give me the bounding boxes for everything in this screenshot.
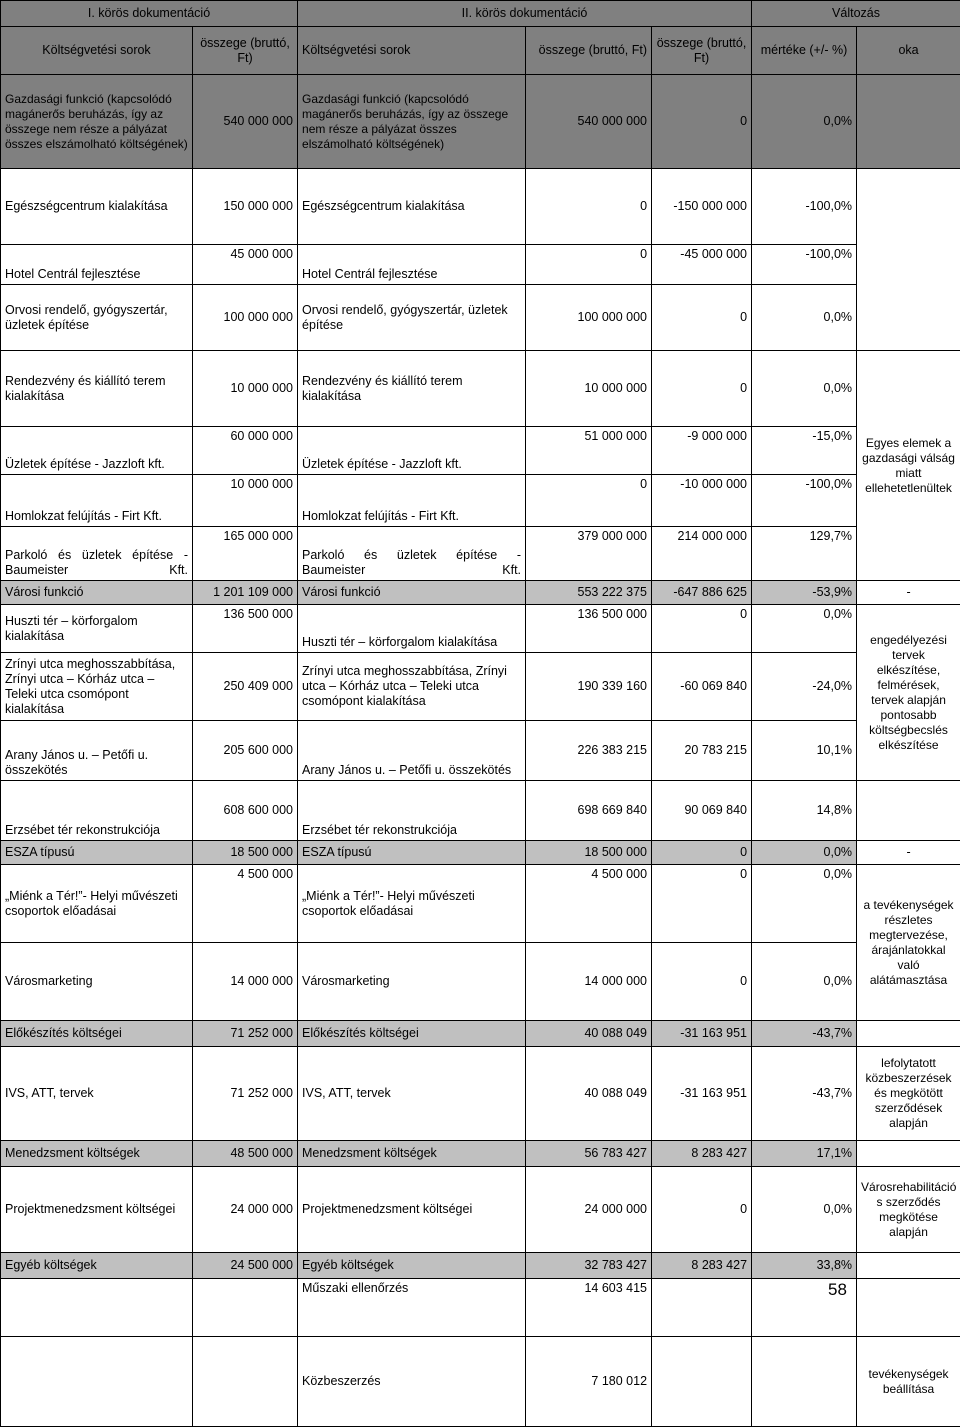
line-name-2: Egyéb költségek: [298, 1253, 526, 1279]
reason: -: [857, 581, 960, 605]
reason: [857, 1253, 960, 1279]
amount-2: 0: [526, 475, 652, 527]
header-round1: I. körös dokumentáció: [1, 1, 298, 27]
reason: [857, 75, 960, 169]
change-amount: 0: [652, 1167, 752, 1253]
amount-2: 0: [526, 169, 652, 245]
change-amount: 0: [652, 943, 752, 1021]
amount-2: 553 222 375: [526, 581, 652, 605]
line-name-2: Előkészítés költségei: [298, 1021, 526, 1047]
change-pct: 33,8%: [752, 1253, 857, 1279]
reason: -: [857, 841, 960, 865]
line-name-2: Parkoló és üzletek építése - Baumeister Kft.: [298, 527, 526, 581]
table-row: [1, 1337, 960, 1427]
col-header-lines-1: Költségvetési sorok: [1, 27, 193, 75]
table-row: [1, 1167, 960, 1253]
line-name-1: Projektmenedzsment költségei: [1, 1167, 193, 1253]
line-name-1: Városmarketing: [1, 943, 193, 1021]
change-pct: 17,1%: [752, 1141, 857, 1167]
amount-1: 165 000 000: [193, 527, 298, 581]
header-change: Változás: [752, 1, 960, 27]
line-name-2: Zrínyi utca meghosszabbítása, Zrínyi utca – Kórház utca – Teleki utca csomópont kialakítása: [298, 653, 526, 721]
line-name-2: Orvosi rendelő, gyógyszertár, üzletek építése: [298, 285, 526, 351]
amount-1: 24 500 000: [193, 1253, 298, 1279]
table-row: [1, 841, 960, 865]
line-name-2: „Miénk a Tér!”- Helyi művészeti csoportok előadásai: [298, 865, 526, 943]
table-row: [1, 1021, 960, 1047]
line-name-1: ESZA típusú: [1, 841, 193, 865]
line-name-1: Arany János u. – Petőfi u. összekötés: [1, 721, 193, 781]
amount-2: 136 500 000: [526, 605, 652, 653]
reason: engedélyezési tervek elkészítése, felmérések, tervek alapján pontosabb költségbecslés elkészítése: [857, 605, 960, 781]
line-name-1: Parkoló és üzletek építése - Baumeister Kft.: [1, 527, 193, 581]
change-pct: -24,0%: [752, 653, 857, 721]
change-amount: -60 069 840: [652, 653, 752, 721]
change-amount: -9 000 000: [652, 427, 752, 475]
table-row: [1, 943, 960, 1021]
col-header-amount-2: összege (bruttó, Ft): [526, 27, 652, 75]
reason: lefolytatott közbeszerzések és megkötött szerződések alapján: [857, 1047, 960, 1141]
reason: tevékenységek beállítása: [857, 1337, 960, 1427]
line-name-2: Gazdasági funkció (kapcsolódó magánerős beruházás, így az összege nem része a pályázat összes elszámolható költségének): [298, 75, 526, 169]
amount-1: 18 500 000: [193, 841, 298, 865]
reason: a tevékenységek részletes megtervezése, árajánlatokkal való alátámasztása: [857, 865, 960, 1021]
amount-2: 51 000 000: [526, 427, 652, 475]
table-row: [1, 527, 960, 581]
line-name-1: [1, 1337, 193, 1427]
change-amount: 8 283 427: [652, 1253, 752, 1279]
line-name-1: Városi funkció: [1, 581, 193, 605]
change-pct: -100,0%: [752, 475, 857, 527]
amount-2: 14 000 000: [526, 943, 652, 1021]
amount-1: 71 252 000: [193, 1021, 298, 1047]
line-name-2: Városmarketing: [298, 943, 526, 1021]
amount-1: 60 000 000: [193, 427, 298, 475]
line-name-1: Egyéb költségek: [1, 1253, 193, 1279]
line-name-1: Egészségcentrum kialakítása: [1, 169, 193, 245]
change-pct: -100,0%: [752, 169, 857, 245]
table-row: [1, 605, 960, 653]
change-amount: 8 283 427: [652, 1141, 752, 1167]
line-name-2: Huszti tér – körforgalom kialakítása: [298, 605, 526, 653]
reason: [857, 1021, 960, 1047]
line-name-2: Egészségcentrum kialakítása: [298, 169, 526, 245]
change-amount: -31 163 951: [652, 1021, 752, 1047]
col-header-lines-2: Költségvetési sorok: [298, 27, 526, 75]
amount-1: 71 252 000: [193, 1047, 298, 1141]
table-row: [1, 1253, 960, 1279]
change-pct: -53,9%: [752, 581, 857, 605]
amount-1: 14 000 000: [193, 943, 298, 1021]
amount-2: 4 500 000: [526, 865, 652, 943]
table-row: [1, 1047, 960, 1141]
change-amount: 0: [652, 285, 752, 351]
change-pct: 0,0%: [752, 605, 857, 653]
change-pct: 0,0%: [752, 351, 857, 427]
change-amount: 0: [652, 75, 752, 169]
line-name-1: IVS, ATT, tervek: [1, 1047, 193, 1141]
col-header-change-amount: összege (bruttó, Ft): [652, 27, 752, 75]
amount-1: 45 000 000: [193, 245, 298, 285]
change-amount: [652, 1279, 752, 1337]
change-amount: 90 069 840: [652, 781, 752, 841]
line-name-2: ESZA típusú: [298, 841, 526, 865]
amount-1: 250 409 000: [193, 653, 298, 721]
table-row: [1, 781, 960, 841]
table-row: [1, 1141, 960, 1167]
amount-2: 10 000 000: [526, 351, 652, 427]
line-name-2: Menedzsment költségek: [298, 1141, 526, 1167]
amount-2: 100 000 000: [526, 285, 652, 351]
amount-1: 205 600 000: [193, 721, 298, 781]
col-header-change-pct: mértéke (+/- %): [752, 27, 857, 75]
amount-2: 379 000 000: [526, 527, 652, 581]
change-amount: -150 000 000: [652, 169, 752, 245]
table-row: [1, 581, 960, 605]
amount-2: 40 088 049: [526, 1047, 652, 1141]
table-row: [1, 285, 960, 351]
amount-2: 18 500 000: [526, 841, 652, 865]
amount-2: 226 383 215: [526, 721, 652, 781]
amount-1: [193, 1279, 298, 1337]
change-pct: 10,1%: [752, 721, 857, 781]
page-number: 58: [828, 1280, 847, 1300]
table-row: [1, 653, 960, 721]
change-amount: -45 000 000: [652, 245, 752, 285]
line-name-2: Projektmenedzsment költségei: [298, 1167, 526, 1253]
change-pct: -15,0%: [752, 427, 857, 475]
amount-2: 0: [526, 245, 652, 285]
amount-1: 1 201 109 000: [193, 581, 298, 605]
change-pct: 0,0%: [752, 1167, 857, 1253]
table-row: [1, 721, 960, 781]
table-row: [1, 427, 960, 475]
amount-1: 24 000 000: [193, 1167, 298, 1253]
amount-1: 136 500 000: [193, 605, 298, 653]
amount-1: 100 000 000: [193, 285, 298, 351]
line-name-2: Erzsébet tér rekonstrukciója: [298, 781, 526, 841]
change-pct: 129,7%: [752, 527, 857, 581]
table-row: [1, 169, 960, 245]
reason: [857, 781, 960, 841]
amount-2: 40 088 049: [526, 1021, 652, 1047]
line-name-1: Gazdasági funkció (kapcsolódó magánerős beruházás, így az összege nem része a pályázat összes elszámolható költségének): [1, 75, 193, 169]
change-amount: 20 783 215: [652, 721, 752, 781]
line-name-1: Rendezvény és kiállító terem kialakítása: [1, 351, 193, 427]
amount-2: 14 603 415: [526, 1279, 652, 1337]
line-name-1: Zrínyi utca meghosszabbítása, Zrínyi utca – Kórház utca – Teleki utca csomópont kialakítása: [1, 653, 193, 721]
change-pct: 0,0%: [752, 75, 857, 169]
line-name-2: Közbeszerzés: [298, 1337, 526, 1427]
change-amount: -647 886 625: [652, 581, 752, 605]
amount-1: 150 000 000: [193, 169, 298, 245]
line-name-2: Homlokzat felújítás - Firt Kft.: [298, 475, 526, 527]
amount-1: 10 000 000: [193, 351, 298, 427]
line-name-1: Előkészítés költségei: [1, 1021, 193, 1047]
line-name-1: [1, 1279, 193, 1337]
change-amount: 0: [652, 865, 752, 943]
line-name-1: Üzletek építése - Jazzloft kft.: [1, 427, 193, 475]
table-row: [1, 865, 960, 943]
line-name-1: „Miénk a Tér!”- Helyi művészeti csoportok előadásai: [1, 865, 193, 943]
change-pct: 0,0%: [752, 943, 857, 1021]
line-name-1: Menedzsment költségek: [1, 1141, 193, 1167]
table-row: [1, 245, 960, 285]
amount-2: 32 783 427: [526, 1253, 652, 1279]
line-name-2: Arany János u. – Petőfi u. összekötés: [298, 721, 526, 781]
amount-1: 540 000 000: [193, 75, 298, 169]
line-name-2: Hotel Centrál fejlesztése: [298, 245, 526, 285]
amount-2: 190 339 160: [526, 653, 652, 721]
change-pct: -43,7%: [752, 1047, 857, 1141]
line-name-2: Rendezvény és kiállító terem kialakítása: [298, 351, 526, 427]
line-name-2: Városi funkció: [298, 581, 526, 605]
change-amount: -31 163 951: [652, 1047, 752, 1141]
line-name-1: Orvosi rendelő, gyógyszertár, üzletek építése: [1, 285, 193, 351]
reason: [857, 1279, 960, 1337]
reason: [857, 1141, 960, 1167]
change-amount: 0: [652, 841, 752, 865]
amount-1: 10 000 000: [193, 475, 298, 527]
reason: [857, 169, 960, 351]
change-pct: 0,0%: [752, 285, 857, 351]
amount-2: 56 783 427: [526, 1141, 652, 1167]
line-name-2: Üzletek építése - Jazzloft kft.: [298, 427, 526, 475]
header-round2: II. körös dokumentáció: [298, 1, 752, 27]
change-pct: 0,0%: [752, 865, 857, 943]
change-pct: -100,0%: [752, 245, 857, 285]
amount-1: [193, 1337, 298, 1427]
change-amount: 0: [652, 605, 752, 653]
line-name-1: Hotel Centrál fejlesztése: [1, 245, 193, 285]
change-amount: 0: [652, 351, 752, 427]
table-row: [1, 475, 960, 527]
table-row: [1, 75, 960, 169]
amount-2: 540 000 000: [526, 75, 652, 169]
amount-1: 608 600 000: [193, 781, 298, 841]
amount-2: 24 000 000: [526, 1167, 652, 1253]
change-amount: 214 000 000: [652, 527, 752, 581]
amount-2: 7 180 012: [526, 1337, 652, 1427]
table-row: [1, 351, 960, 427]
amount-1: 4 500 000: [193, 865, 298, 943]
change-pct: [752, 1337, 857, 1427]
change-amount: -10 000 000: [652, 475, 752, 527]
line-name-1: Huszti tér – körforgalom kialakítása: [1, 605, 193, 653]
amount-1: 48 500 000: [193, 1141, 298, 1167]
reason: Városrehabilitáció s szerződés megkötése alapján: [857, 1167, 960, 1253]
change-pct: 0,0%: [752, 841, 857, 865]
table-row: [1, 1279, 960, 1337]
line-name-1: Homlokzat felújítás - Firt Kft.: [1, 475, 193, 527]
change-pct: -43,7%: [752, 1021, 857, 1047]
line-name-2: IVS, ATT, tervek: [298, 1047, 526, 1141]
line-name-1: Erzsébet tér rekonstrukciója: [1, 781, 193, 841]
reason: Egyes elemek a gazdasági válság miatt ellehetetlenültek: [857, 351, 960, 581]
line-name-2: Műszaki ellenőrzés: [298, 1279, 526, 1337]
change-pct: 14,8%: [752, 781, 857, 841]
col-header-reason: oka: [857, 27, 960, 75]
amount-2: 698 669 840: [526, 781, 652, 841]
col-header-amount-1: összege (bruttó, Ft): [193, 27, 298, 75]
change-amount: [652, 1337, 752, 1427]
